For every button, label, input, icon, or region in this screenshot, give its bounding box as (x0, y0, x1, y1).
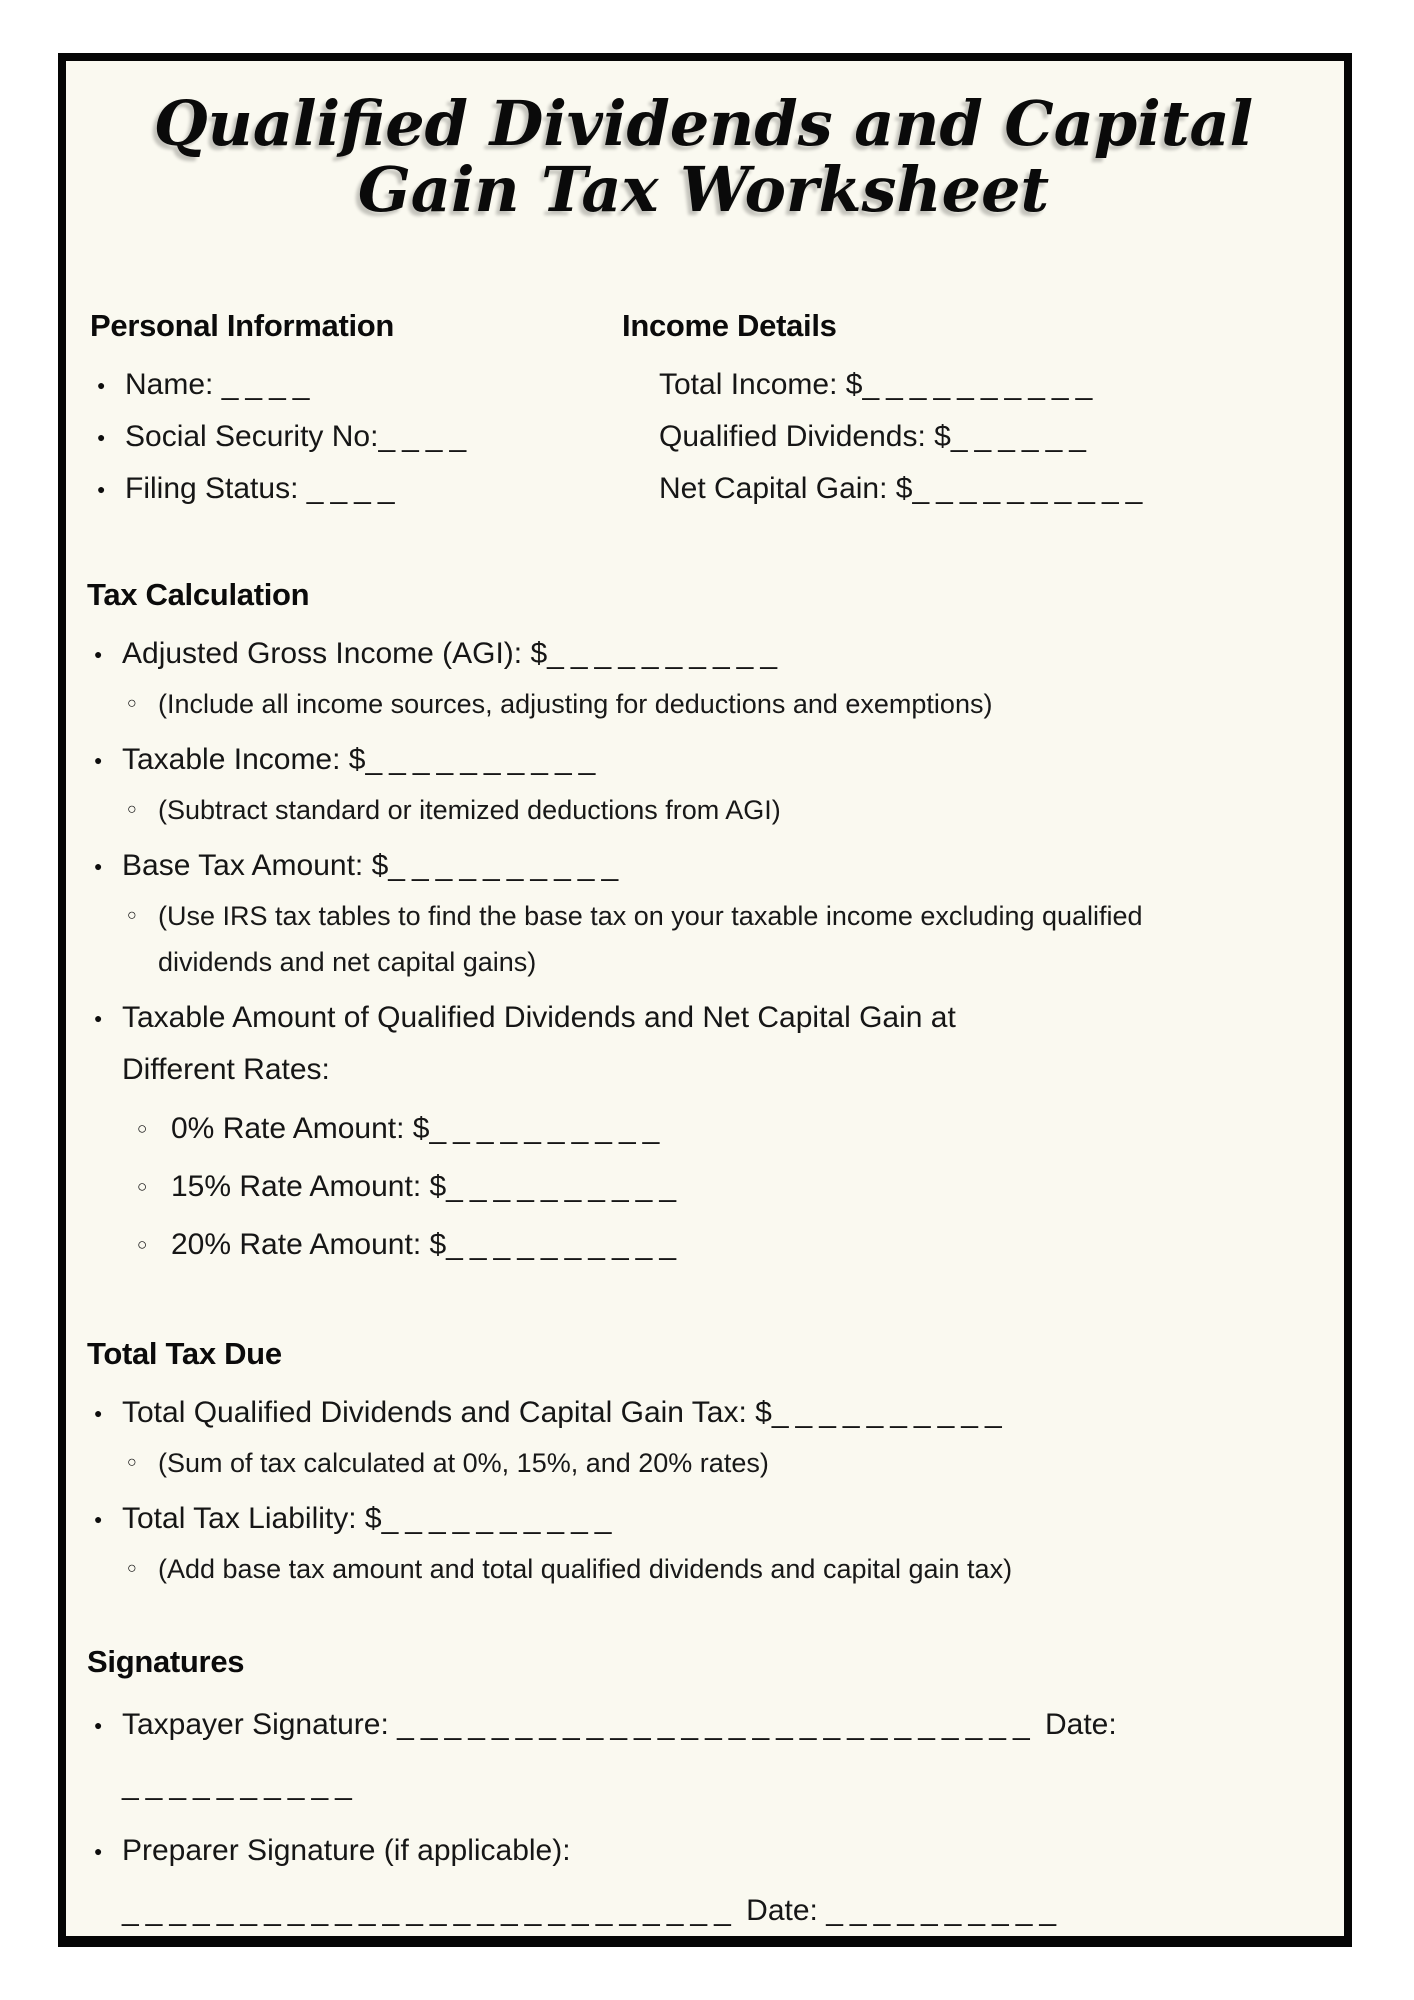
fill-in-blank: __________ (429, 1112, 667, 1146)
item-note: ○ (Add base tax amount and total qualified dividends and capital gain tax) (122, 1546, 1158, 1592)
item-label: Preparer Signature (if applicable): (122, 1834, 571, 1868)
personal-information-heading: Personal Information (90, 308, 395, 344)
list-item-preparer-signature (87, 1821, 1320, 1941)
item-note: ○ (Sum of tax calculated at 0%, 15%, and 20% rates) (122, 1440, 1158, 1486)
item-line (122, 1387, 1132, 1439)
item-note: ○ (Subtract standard or itemized deductions from AGI) (122, 787, 1158, 833)
income-details-heading: Income Details (622, 308, 837, 344)
list-item-total-tax-liability (87, 1493, 1320, 1592)
section-income-details (622, 308, 1320, 515)
item-line (122, 734, 1132, 786)
list-item-rate-20 (122, 1216, 1320, 1274)
fill-in-blank: ____ (221, 368, 317, 402)
list-item-total-income (622, 359, 1320, 411)
list-item-qualified-dividends (622, 411, 1320, 463)
signatures-heading: Signatures (87, 1644, 245, 1680)
list-item-net-capital-gain (622, 463, 1320, 515)
info-columns (87, 308, 1320, 515)
item-note: ○ (Include all income sources, adjusting for deductions and exemptions) (122, 681, 1158, 727)
item-line (122, 1493, 1132, 1545)
date-blank: __________ (122, 1768, 359, 1802)
item-label: Net Capital Gain: $ (659, 472, 913, 506)
rate-amounts-list (122, 1100, 1320, 1274)
item-label: Taxpayer Signature: (122, 1708, 389, 1742)
signature-blank: __________________________ (122, 1894, 738, 1928)
item-line (122, 840, 1132, 892)
personal-information-list (90, 359, 622, 515)
fill-in-blank: __________ (446, 1228, 684, 1262)
list-item-total-qdcg-tax (87, 1387, 1320, 1486)
item-line: ● Taxable Amount of Qualified Dividends and Net Capital Gain at Different Rates: (122, 1001, 956, 1087)
list-item-base-tax (87, 840, 1320, 985)
list-item-taxable-income (87, 734, 1320, 833)
item-label: Total Qualified Dividends and Capital Gain Tax: $ (122, 1396, 772, 1430)
list-item-rate-15 (122, 1158, 1320, 1216)
tax-calculation-list (87, 628, 1320, 1274)
fill-in-blank: ____ (306, 472, 402, 506)
item-label: Taxable Income: $ (122, 743, 366, 777)
fill-in-blank: __________ (771, 1396, 1009, 1430)
list-item-agi (87, 628, 1320, 727)
date-label: Date: (746, 1894, 818, 1928)
signatures-list (87, 1695, 1320, 1941)
item-line (122, 628, 1132, 680)
item-label: 0% Rate Amount: $ (171, 1112, 430, 1146)
page-title (87, 87, 1320, 226)
total-tax-due-list (87, 1387, 1320, 1592)
page-title-line2: Gain Tax Worksheet (357, 152, 1050, 226)
income-details-list (622, 359, 1320, 515)
fill-in-blank: ____ (378, 420, 474, 454)
fill-in-blank: __________ (388, 849, 626, 883)
item-label: Adjusted Gross Income (AGI): $ (122, 637, 548, 671)
fill-in-blank: __________ (547, 637, 785, 671)
item-label: Total Income: $ (659, 368, 863, 402)
item-label: Filing Status: (125, 472, 299, 506)
list-item-rate-0 (122, 1100, 1320, 1158)
list-item-ssn (90, 411, 622, 463)
section-signatures (87, 1644, 1320, 1941)
section-tax-calculation (87, 577, 1320, 1274)
item-label: Base Tax Amount: $ (122, 849, 389, 883)
list-item-filing-status (90, 463, 622, 515)
tax-calculation-heading: Tax Calculation (87, 577, 310, 613)
page-title-line1: Qualified Dividends and Capital (153, 87, 1254, 160)
section-total-tax-due (87, 1336, 1320, 1592)
item-label: Qualified Dividends: $ (659, 420, 951, 454)
item-label: 20% Rate Amount: $ (171, 1228, 447, 1262)
item-label: Social Security No: (125, 420, 379, 454)
date-label: Date: (1045, 1708, 1117, 1742)
total-tax-due-heading: Total Tax Due (87, 1336, 282, 1372)
date-blank: __________ (826, 1894, 1064, 1928)
signature-blank: ___________________________ (397, 1708, 1037, 1742)
fill-in-blank: __________ (365, 743, 603, 777)
fill-in-blank: __________ (912, 472, 1150, 506)
list-item-name (90, 359, 622, 411)
item-label: Total Tax Liability: $ (122, 1502, 382, 1536)
section-personal-information (90, 308, 622, 515)
item-label: Name: (125, 368, 214, 402)
fill-in-blank: __________ (446, 1170, 684, 1204)
list-item-taxable-amount-rates (87, 992, 1320, 1274)
item-label: 15% Rate Amount: $ (171, 1170, 447, 1204)
fill-in-blank: ______ (950, 420, 1093, 454)
fill-in-blank: __________ (381, 1502, 619, 1536)
item-note: ○ (Use IRS tax tables to find the base tax on your taxable income excluding qualified dividends and net capital gains) (122, 893, 1158, 985)
fill-in-blank: __________ (862, 368, 1100, 402)
worksheet-page (58, 53, 1352, 1947)
list-item-taxpayer-signature (87, 1695, 1320, 1815)
